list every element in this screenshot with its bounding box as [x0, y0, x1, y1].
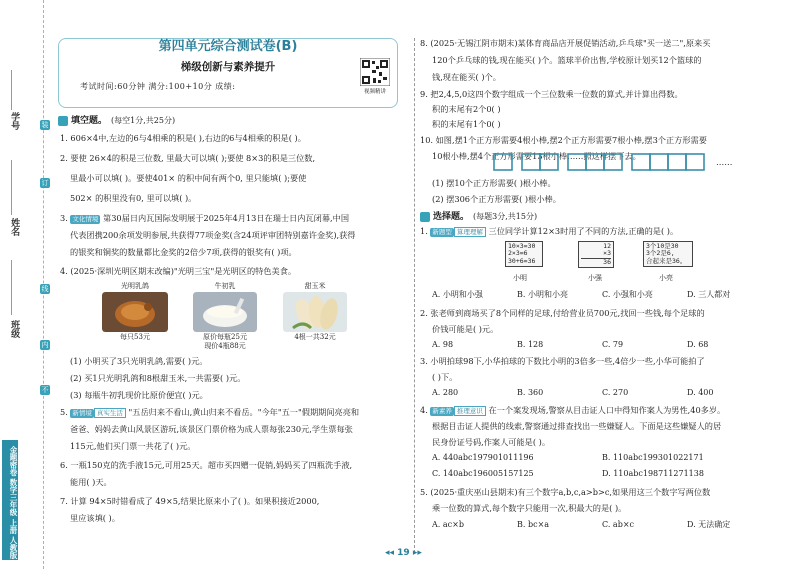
question-5-line-3: 115元,他们买门票一共花了( )元。: [70, 441, 196, 451]
choice-1: 1. 新题型 算理理解 三位同学计算12×3时用了不同的方法,正确的是( )。: [420, 226, 679, 236]
choice-3-line-2: ( )下。: [432, 372, 458, 382]
choice-option[interactable]: A. 98: [432, 340, 454, 349]
choice-option[interactable]: D. 三人都对: [687, 290, 731, 299]
choice-option[interactable]: D. 400: [687, 388, 714, 397]
calc-card-xiaoliang-label: 小亮: [659, 274, 673, 282]
choice-5-line-1: 5. (2025·重庆巫山县期末)有三个数字a,b,c,a>b>c,如果用这三个数字写两位数: [420, 487, 711, 497]
food-item-corn: 甜玉米: [304, 282, 326, 290]
choice-3-line-1: 3. 小明拍球98下,小华拍球的下数比小明的3倍多一些,4倍少一些,小华可能拍了: [420, 356, 705, 366]
name-line: [11, 160, 12, 215]
cut-mark: 订: [41, 179, 49, 187]
question-4: 4. (2025·深圳光明区期末改编)"光明三宝"是光明区的特色美食。: [60, 266, 297, 276]
question-10-part-1: (1) 摆10个正方形需要( )根小棒。: [432, 178, 556, 188]
reasoning-tag: 算理理解: [454, 227, 486, 237]
cut-mark: 内: [41, 341, 49, 349]
question-8-line-3: 钱,现在能买( )个。: [432, 72, 501, 82]
question-7-line-1: 7. 计算 94×5时错看成了 49×5,结果比原来小了( )。如果积接近2000,: [60, 496, 320, 506]
choice-3-options: [432, 388, 772, 399]
choice-option[interactable]: A. 小明和小强: [432, 290, 483, 299]
calc-card-xiaoqiang: 12 ×3 36: [578, 241, 614, 268]
choice-2-options: [432, 340, 772, 351]
new-type-tag: 新题型: [432, 228, 452, 236]
question-1: 1. 606×4中,左边的6与4相乘的积是( ),右边的6与4相乘的积是( )。: [60, 133, 306, 143]
choice-4-options-row-2: [432, 469, 772, 480]
calc-card-xiaoqiang-label: 小强: [588, 274, 602, 282]
question-10-line-1: 10. 如图,摆1个正方形需要4根小棒,摆2个正方形需要7根小棒,摆3个正方形需要: [420, 135, 707, 145]
class-line: [11, 260, 12, 315]
section-badge-icon: [58, 116, 68, 126]
question-2-line-3: 502× 的积里没有0, 里可以填( )。: [70, 193, 197, 203]
question-10-line-2: 10根小棒,摆4个正方形需要13根小棒……照这样摆下去。: [432, 151, 641, 161]
question-6-line-2: 能用( )天。: [70, 477, 112, 487]
question-3-line-2: 代表团携200余项发明参展,共获得77项金奖(含24项评审团特别嘉许金奖),获得: [70, 230, 356, 240]
milk-bowl-image: [193, 292, 257, 332]
new-literacy-tag: 新素养: [432, 407, 452, 415]
name-label: 姓名: [9, 218, 20, 236]
choice-option[interactable]: C. ab×c: [602, 520, 634, 529]
cut-mark: 装: [41, 121, 49, 129]
book-spine-label: 金题密卷 数学三年级 上册 人教版: [2, 440, 18, 560]
column-divider: [414, 38, 415, 553]
food-item-colostrum: 牛初乳: [214, 282, 236, 290]
choice-option[interactable]: B. 360: [517, 388, 544, 397]
qr-code[interactable]: [360, 58, 390, 94]
next-page-icon[interactable]: ▸▸: [409, 548, 422, 558]
question-10-part-2: (2) 摆306个正方形需要( )根小棒。: [432, 194, 561, 204]
class-label: 班级: [9, 320, 20, 338]
cut-mark: 不: [41, 386, 49, 394]
question-5-line-1: 5. 新情境 真实生活 "五岳归来不看山,黄山归来不看岳。"今年"五一"假期期间亮亮和: [60, 407, 360, 417]
culture-tag: 文化情境: [72, 215, 99, 223]
choice-option[interactable]: B. 110abc199301022171: [602, 453, 704, 462]
section-badge-icon: [420, 212, 430, 222]
question-3-line-1: 3. 文化情境 第30届日内瓦国际发明展于2025年4月13日在瑞士日内瓦闭幕,中国: [60, 213, 350, 223]
choice-option[interactable]: B. 128: [517, 340, 544, 349]
choice-option[interactable]: B. 小明和小亮: [517, 290, 568, 299]
question-6-line-1: 6. 一瓶150克的洗手液15元,可用25天。超市买四赠一促销,妈妈买了四瓶洗手液,: [60, 460, 353, 470]
choice-4-line-3: 民身份证号码,作案人可能是( )。: [432, 437, 551, 447]
calc-card-xiaoliang: 3个10是30 3个2是6, 合起来是36。: [643, 241, 693, 267]
pigeon-price: 每只53元: [120, 333, 150, 341]
prev-page-icon[interactable]: ◂◂: [385, 548, 398, 558]
student-number-label: 学号: [9, 112, 20, 130]
choice-5-options: [432, 520, 772, 531]
choice-2-line-2: 价钱可能是( )元。: [432, 324, 499, 334]
question-8-line-2: 120个乒乓球的钱,现在能买( )个。篮球半价出售,学校原计划买12个篮球的: [432, 55, 702, 65]
question-9-one-zero: 积的末尾有1个0( ): [432, 119, 501, 129]
exam-info: 考试时间:60分钟 满分:100+10分 成绩:: [80, 82, 236, 91]
choice-1-options: [432, 290, 772, 301]
choice-option[interactable]: D. 68: [687, 340, 709, 349]
question-7-line-2: 里应该填( )。: [70, 513, 120, 523]
choice-option[interactable]: D. 110abc198711271138: [602, 469, 704, 478]
colostrum-price: 原价每瓶25元 现价4瓶88元: [203, 333, 247, 351]
choice-option[interactable]: A. 440abc197901011196: [432, 453, 534, 462]
qr-code-icon: [360, 58, 390, 86]
question-5-line-2: 爸爸、妈妈去黄山风景区游玩,该景区门票价格为成人票每张230元,学生票每张: [70, 424, 353, 434]
page-subtitle: 梯级创新与素养提升: [180, 61, 276, 73]
roast-pigeon-image: [102, 292, 168, 332]
choice-option[interactable]: B. bc×a: [517, 520, 550, 529]
new-context-tag: 新情境: [72, 409, 92, 417]
choice-5-line-2: 乘一位数的算式,每个数字只能用一次,积最大的是( )。: [432, 503, 627, 513]
choice-option[interactable]: C. 小强和小亮: [602, 290, 653, 299]
squares-ellipsis: ……: [716, 157, 733, 167]
calc-card-xiaoming: 10×3=30 2×3=6 30+6=36: [505, 241, 543, 267]
real-life-tag: 真实生活: [94, 408, 126, 418]
qr-label: 视频精讲: [363, 89, 386, 96]
question-8-line-1: 8. (2025·无锡江阴市期末)某体育商品店开展促销活动,乒乓球"买一送二",原来买: [420, 38, 711, 48]
choice-4-line-2: 根据目击证人提供的线索,警察通过排查找出一些嫌疑人。下面是这些嫌疑人的居: [432, 421, 722, 431]
choice-option[interactable]: A. 280: [432, 388, 459, 397]
choice-option[interactable]: C. 140abc196005157125: [432, 469, 534, 478]
question-3-line-3: 的银奖和铜奖的数量都比金奖的2倍少7项,获得的银奖有( )项。: [70, 247, 297, 257]
question-9-two-zeros: 积的末尾有2个0( ): [432, 104, 501, 114]
choice-option[interactable]: C. 270: [602, 388, 629, 397]
question-2-line-2: 里最小可以填( )。要使401× 的积中间有两个0, 里只能填( );要使: [70, 173, 307, 183]
corn-price: 4根一共32元: [294, 333, 336, 341]
question-2-line-1: 2. 要使 26×4的积是三位数, 里最大可以填( );要使 8×3的积是三位数,: [60, 153, 316, 163]
question-4-part-3: (3) 每瓶牛初乳现价比原价便宜( )元。: [70, 390, 208, 400]
calc-card-xiaoming-label: 小明: [513, 274, 527, 282]
student-number-line: [11, 70, 12, 110]
choice-4-line-1: 4. 新素养 推理意识 在一个案发现场,警察从目击证人口中得知作案人为男性,40多岁。: [420, 405, 726, 415]
question-4-part-1: (1) 小明买了3只光明乳鸽,需要( )元。: [70, 356, 208, 366]
corn-image: [283, 292, 347, 332]
food-item-pigeon: 光明乳鸽: [121, 282, 149, 290]
page-title: 第四单元综合测试卷(B): [158, 39, 298, 54]
section-fill-heading: 填空题。 (每空1分,共25分): [58, 113, 175, 129]
question-9: 9. 把2,4,5,0这四个数字组成一个三位数乘一位数的算式,并计算出得数。: [420, 89, 683, 99]
stick-squares-figure: [492, 150, 712, 174]
choice-option[interactable]: A. ac×b: [432, 520, 464, 529]
choice-2-line-1: 2. 张老师到商场买了8个同样的足球,付给营业员700元,找回一些钱,每个足球的: [420, 308, 705, 318]
choice-4-options-row-1: [432, 453, 772, 464]
section-choice-heading: 选择题。 (每题3分,共15分): [420, 209, 537, 225]
choice-option[interactable]: D. 无法确定: [687, 520, 731, 529]
reasoning-awareness-tag: 推理意识: [454, 406, 486, 416]
cut-mark: 线: [41, 285, 49, 293]
choice-option[interactable]: C. 79: [602, 340, 624, 349]
question-4-part-2: (2) 买1只光明乳鸽和8根甜玉米,一共需要( )元。: [70, 373, 246, 383]
page-number: ◂◂ 19 ▸▸: [385, 548, 422, 558]
